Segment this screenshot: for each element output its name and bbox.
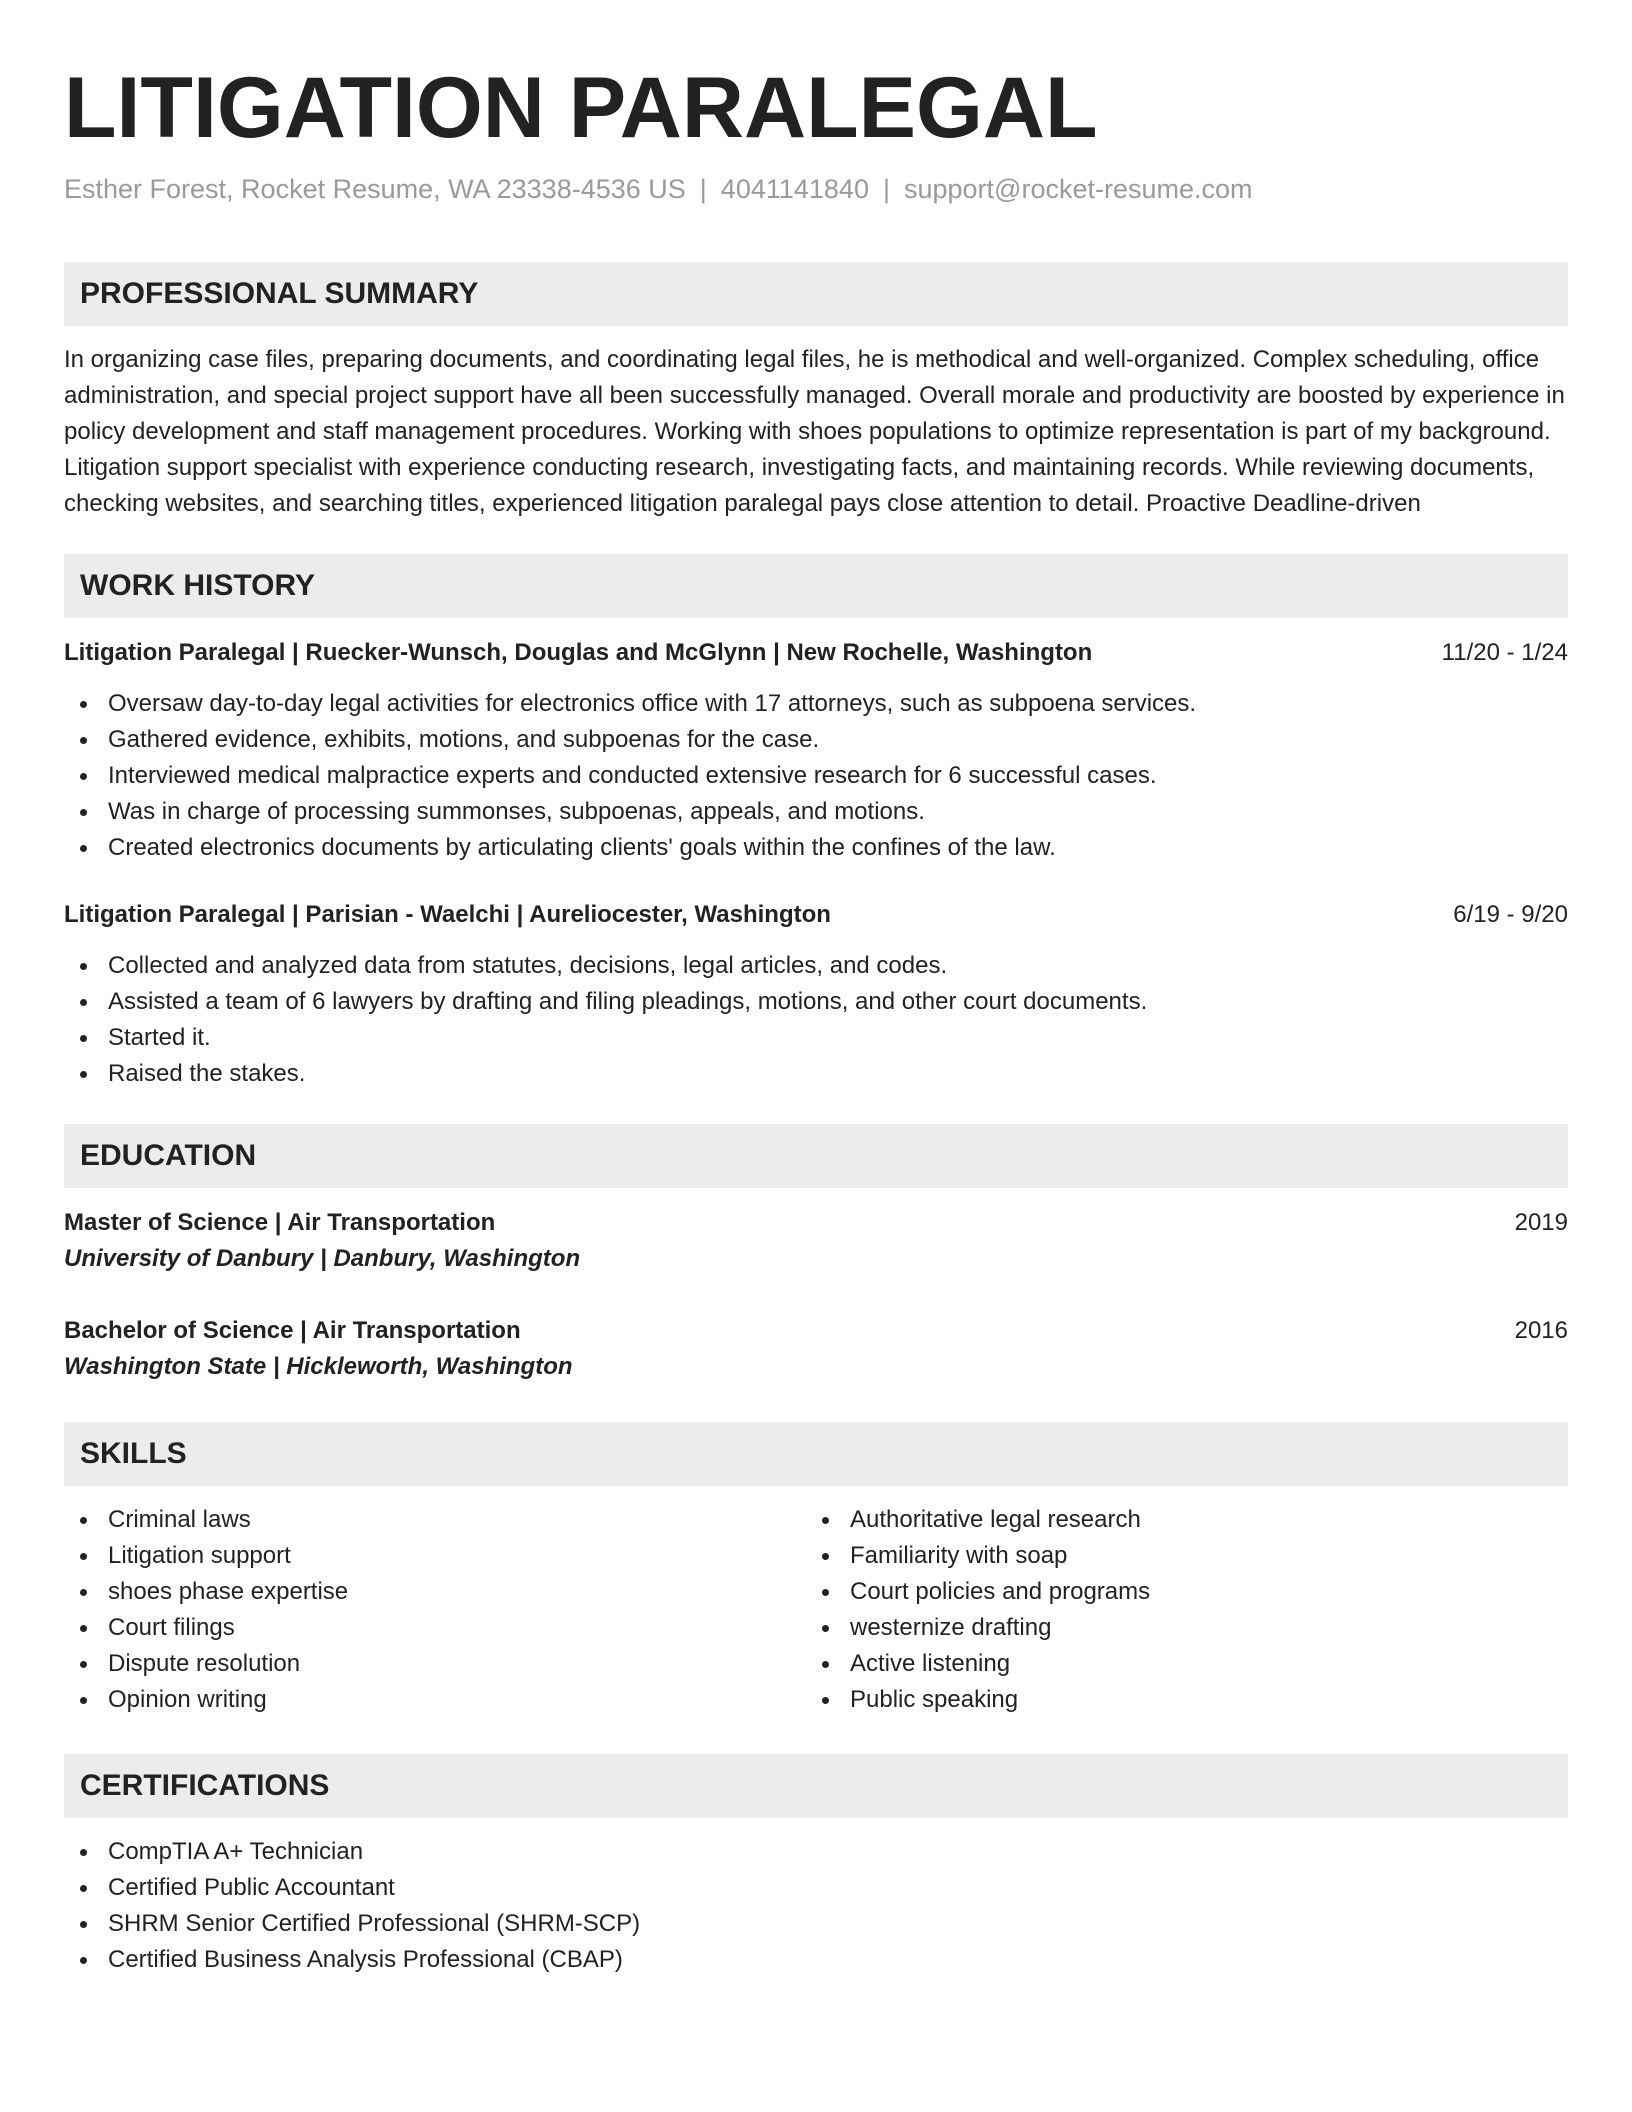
list-item — [64, 984, 1568, 1020]
skill-text: Court policies and programs — [850, 1578, 1151, 1605]
bullet-icon — [80, 1517, 87, 1524]
contact-line — [64, 172, 1568, 206]
list-item — [806, 1502, 1548, 1538]
skill-text: Criminal laws — [108, 1506, 251, 1533]
section-heading-text: PROFESSIONAL SUMMARY — [80, 277, 479, 310]
education-header — [64, 1314, 1568, 1348]
education-header — [64, 1206, 1568, 1240]
list-item — [64, 1906, 1568, 1942]
skills-columns — [64, 1502, 1568, 1718]
bullet-icon — [822, 1517, 829, 1524]
bullet-icon — [80, 1697, 87, 1704]
section-heading-skills — [64, 1422, 1568, 1486]
list-item — [64, 1682, 806, 1718]
list-item — [806, 1610, 1548, 1646]
certification-text: SHRM Senior Certified Professional (SHRM-SCP) — [108, 1910, 641, 1937]
bullet-text: Oversaw day-to-day legal activities for electronics office with 17 attorneys, such as subpoena services. — [108, 690, 1197, 717]
list-item — [64, 1502, 806, 1538]
section-heading-text: SKILLS — [80, 1437, 187, 1470]
bullet-icon — [80, 1661, 87, 1668]
skills-list-right — [806, 1502, 1548, 1718]
section-heading-text: WORK HISTORY — [80, 569, 316, 602]
list-item — [64, 1610, 806, 1646]
job-entry — [64, 898, 1568, 1092]
bullet-icon — [80, 809, 87, 816]
list-item — [64, 1870, 1568, 1906]
skill-text: westernize drafting — [850, 1614, 1052, 1641]
bullet-text: Started it. — [108, 1024, 211, 1051]
bullet-icon — [80, 1625, 87, 1632]
education-year: 2016 — [1514, 1317, 1568, 1344]
certification-text: CompTIA A+ Technician — [108, 1838, 364, 1865]
list-item — [64, 830, 1568, 866]
education-degree: Master of Science | Air Transportation — [64, 1209, 496, 1236]
section-heading-text: EDUCATION — [80, 1139, 257, 1172]
section-heading-certifications — [64, 1754, 1568, 1818]
job-dates: 11/20 - 1/24 — [1441, 639, 1568, 666]
skills-list-left — [64, 1502, 806, 1718]
skill-text: Public speaking — [850, 1686, 1019, 1713]
contact-address: Esther Forest, Rocket Resume, WA 23338-4536 US — [64, 174, 686, 204]
bullet-icon — [80, 1553, 87, 1560]
list-item — [64, 1574, 806, 1610]
contact-separator: | — [882, 174, 890, 204]
list-item — [806, 1646, 1548, 1682]
section-heading-education — [64, 1124, 1568, 1188]
bullet-text: Gathered evidence, exhibits, motions, and subpoenas for the case. — [108, 726, 820, 753]
bullet-icon — [822, 1661, 829, 1668]
list-item — [806, 1538, 1548, 1574]
certification-text: Certified Business Analysis Professional (CBAP) — [108, 1946, 623, 1973]
bullet-text: Created electronics documents by articulating clients' goals within the confines of the law. — [108, 834, 1056, 861]
job-entry — [64, 636, 1568, 866]
bullet-icon — [80, 773, 87, 780]
list-item — [64, 1942, 1568, 1978]
list-item — [64, 794, 1568, 830]
bullet-icon — [822, 1589, 829, 1596]
bullet-icon — [80, 1589, 87, 1596]
education-school: Washington State | Hickleworth, Washington — [64, 1353, 573, 1380]
list-item — [64, 948, 1568, 984]
bullet-text: Collected and analyzed data from statutes, decisions, legal articles, and codes. — [108, 952, 948, 979]
list-item — [64, 686, 1568, 722]
bullet-text: Raised the stakes. — [108, 1060, 306, 1087]
bullet-icon — [80, 999, 87, 1006]
section-heading-summary — [64, 262, 1568, 326]
job-bullets — [64, 948, 1568, 1092]
bullet-icon — [80, 1035, 87, 1042]
job-header — [64, 898, 1568, 932]
education-degree: Bachelor of Science | Air Transportation — [64, 1317, 521, 1344]
job-title: Litigation Paralegal | Parisian - Waelchi | Aureliocester, Washington — [64, 901, 831, 928]
list-item — [64, 1646, 806, 1682]
job-header — [64, 636, 1568, 670]
skill-text: Dispute resolution — [108, 1650, 301, 1677]
skill-text: Authoritative legal research — [850, 1506, 1141, 1533]
candidate-title: LITIGATION PARALEGAL — [64, 60, 1098, 156]
list-item — [806, 1574, 1548, 1610]
bullet-icon — [80, 1957, 87, 1964]
bullet-text: Was in charge of processing summonses, subpoenas, appeals, and motions. — [108, 798, 925, 825]
education-school: University of Danbury | Danbury, Washington — [64, 1245, 581, 1272]
section-heading-work-history — [64, 554, 1568, 618]
bullet-icon — [80, 1921, 87, 1928]
skill-text: Opinion writing — [108, 1686, 267, 1713]
contact-separator: | — [699, 174, 707, 204]
bullet-icon — [80, 963, 87, 970]
certification-text: Certified Public Accountant — [108, 1874, 395, 1901]
list-item — [64, 1834, 1568, 1870]
list-item — [64, 722, 1568, 758]
skill-text: shoes phase expertise — [108, 1578, 349, 1605]
skill-text: Familiarity with soap — [850, 1542, 1068, 1569]
bullet-icon — [80, 845, 87, 852]
list-item — [64, 1020, 1568, 1056]
skill-text: Active listening — [850, 1650, 1011, 1677]
contact-phone: 4041141840 — [720, 174, 869, 204]
bullet-icon — [80, 701, 87, 708]
education-entry — [64, 1206, 1568, 1278]
certifications-list — [64, 1834, 1568, 1978]
job-dates: 6/19 - 9/20 — [1453, 901, 1568, 928]
list-item — [64, 1538, 806, 1574]
bullet-icon — [822, 1625, 829, 1632]
skill-text: Litigation support — [108, 1542, 291, 1569]
education-year: 2019 — [1514, 1209, 1568, 1236]
summary-paragraph: In organizing case files, preparing documents, and coordinating legal files, he is methodical and well-organized. Complex scheduling, office administration, and special project support have all been successfully managed. Overall morale and productivity are boosted by experience in policy development and staff management procedures. Working with shoes populations to optimize representation is part of my background. Litigation support specialist with experience conducting research, investigating facts, and maintaining records. While reviewing documents, checking websites, and searching titles, experienced litigation paralegal pays close attention to detail. Proactive Deadline-driven — [64, 346, 1565, 517]
resume-page — [64, 0, 1568, 1978]
education-entry — [64, 1314, 1568, 1386]
skill-text: Court filings — [108, 1614, 235, 1641]
bullet-icon — [80, 1885, 87, 1892]
section-heading-text: CERTIFICATIONS — [80, 1769, 330, 1802]
job-title: Litigation Paralegal | Ruecker-Wunsch, Douglas and McGlynn | New Rochelle, Washington — [64, 639, 1093, 666]
bullet-icon — [822, 1553, 829, 1560]
bullet-icon — [80, 737, 87, 744]
bullet-icon — [822, 1697, 829, 1704]
list-item — [64, 758, 1568, 794]
bullet-text: Interviewed medical malpractice experts and conducted extensive research for 6 successful cases. — [108, 762, 1157, 789]
contact-email: support@rocket-resume.com — [903, 174, 1253, 204]
job-bullets — [64, 686, 1568, 866]
bullet-icon — [80, 1849, 87, 1856]
list-item — [806, 1682, 1548, 1718]
bullet-text: Assisted a team of 6 lawyers by drafting and filing pleadings, motions, and other court documents. — [108, 988, 1148, 1015]
list-item — [64, 1056, 1568, 1092]
bullet-icon — [80, 1071, 87, 1078]
